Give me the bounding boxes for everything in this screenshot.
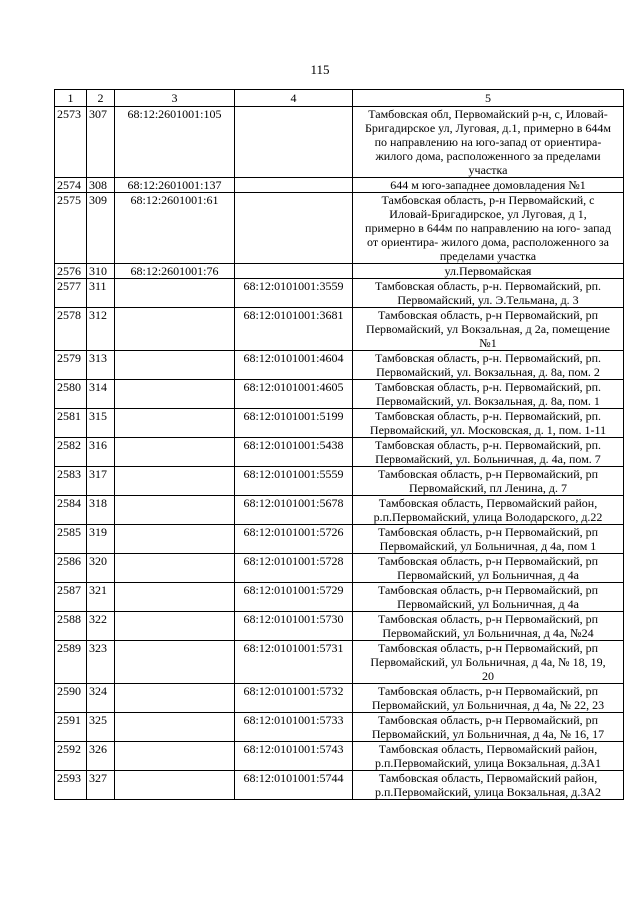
row-number-cell: 2585 (55, 525, 87, 554)
cadastral-number-2-cell: 68:12:0101001:4604 (235, 351, 353, 380)
table-row (55, 684, 624, 713)
row-number-cell: 2590 (55, 684, 87, 713)
cadastral-number-cell: 68:12:2601001:137 (115, 178, 235, 193)
table-row (55, 264, 624, 279)
table-row (55, 771, 624, 800)
cadastral-number-2-cell: 68:12:0101001:5731 (235, 641, 353, 684)
row-number-cell: 2591 (55, 713, 87, 742)
table-row (55, 438, 624, 467)
item-id-cell: 324 (87, 684, 115, 713)
item-id-cell: 311 (87, 279, 115, 308)
cadastral-number-cell (115, 641, 235, 684)
property-register-table (54, 89, 624, 800)
cadastral-number-cell: 68:12:2601001:61 (115, 193, 235, 264)
address-cell: Тамбовская область, р-н Первомайский, рп Первомайский, ул Больничная, д 4а, № 18, 19, 20 (353, 641, 624, 684)
cadastral-number-cell (115, 742, 235, 771)
cadastral-number-2-cell: 68:12:0101001:5744 (235, 771, 353, 800)
cadastral-number-2-cell (235, 264, 353, 279)
cadastral-number-cell (115, 525, 235, 554)
address-cell: ул.Первомайская (353, 264, 624, 279)
item-id-cell: 319 (87, 525, 115, 554)
row-number-cell: 2588 (55, 612, 87, 641)
table-row (55, 193, 624, 264)
item-id-cell: 313 (87, 351, 115, 380)
table-body (55, 107, 624, 800)
column-header: 4 (235, 90, 353, 107)
cadastral-number-2-cell: 68:12:0101001:5732 (235, 684, 353, 713)
row-number-cell: 2577 (55, 279, 87, 308)
address-cell: Тамбовская область, р-н Первомайский, рп Первомайский, ул Больничная, д 4а (353, 583, 624, 612)
item-id-cell: 315 (87, 409, 115, 438)
cadastral-number-cell (115, 351, 235, 380)
table-row (55, 612, 624, 641)
item-id-cell: 309 (87, 193, 115, 264)
cadastral-number-2-cell (235, 107, 353, 178)
row-number-cell: 2573 (55, 107, 87, 178)
table-row (55, 351, 624, 380)
cadastral-number-2-cell: 68:12:0101001:5726 (235, 525, 353, 554)
page-number: 115 (310, 62, 330, 77)
cadastral-number-2-cell (235, 178, 353, 193)
table-row (55, 409, 624, 438)
cadastral-number-cell (115, 438, 235, 467)
item-id-cell: 310 (87, 264, 115, 279)
item-id-cell: 325 (87, 713, 115, 742)
cadastral-number-cell (115, 554, 235, 583)
address-cell: Тамбовская область, р-н Первомайский, рп Первомайский, ул Больничная, д 4а, пом 1 (353, 525, 624, 554)
table-row (55, 554, 624, 583)
address-cell: Тамбовская область, р-н. Первомайский, рп. Первомайский, ул. Московская, д. 1, пом. 1-11 (353, 409, 624, 438)
table-row (55, 525, 624, 554)
address-cell: Тамбовская область, р-н. Первомайский, рп. Первомайский, ул. Больничная, д. 4а, пом. 7 (353, 438, 624, 467)
address-cell: Тамбовская область, р-н Первомайский, рп Первомайский, пл Ленина, д. 7 (353, 467, 624, 496)
cadastral-number-cell (115, 308, 235, 351)
row-number-cell: 2586 (55, 554, 87, 583)
cadastral-number-2-cell: 68:12:0101001:4605 (235, 380, 353, 409)
row-number-cell: 2579 (55, 351, 87, 380)
column-header: 5 (353, 90, 624, 107)
cadastral-number-2-cell: 68:12:0101001:5728 (235, 554, 353, 583)
row-number-cell: 2593 (55, 771, 87, 800)
column-header: 2 (87, 90, 115, 107)
address-cell: Тамбовская область, р-н. Первомайский, рп. Первомайский, ул. Вокзальная, д. 8а, пом. 1 (353, 380, 624, 409)
item-id-cell: 327 (87, 771, 115, 800)
cadastral-number-2-cell: 68:12:0101001:5438 (235, 438, 353, 467)
item-id-cell: 320 (87, 554, 115, 583)
table-header-row (55, 90, 624, 107)
row-number-cell: 2574 (55, 178, 87, 193)
cadastral-number-2-cell: 68:12:0101001:5199 (235, 409, 353, 438)
cadastral-number-cell (115, 612, 235, 641)
column-header: 3 (115, 90, 235, 107)
cadastral-number-cell (115, 771, 235, 800)
table-row (55, 713, 624, 742)
item-id-cell: 312 (87, 308, 115, 351)
cadastral-number-2-cell (235, 193, 353, 264)
address-cell: Тамбовская область, р-н Первомайский, рп Первомайский, ул Вокзальная, д 2а, помещение №1 (353, 308, 624, 351)
cadastral-number-cell (115, 684, 235, 713)
row-number-cell: 2581 (55, 409, 87, 438)
item-id-cell: 322 (87, 612, 115, 641)
item-id-cell: 317 (87, 467, 115, 496)
item-id-cell: 314 (87, 380, 115, 409)
address-cell: Тамбовская обл, Первомайский р-н, с, Иловай- Бригадирское ул, Луговая, д.1, примерно в 644м по направлению на юго-запад от ориентира- жилого дома, расположенного за пределами участка (353, 107, 624, 178)
cadastral-number-cell (115, 409, 235, 438)
table-row (55, 467, 624, 496)
cadastral-number-cell (115, 496, 235, 525)
row-number-cell: 2576 (55, 264, 87, 279)
cadastral-number-2-cell: 68:12:0101001:5730 (235, 612, 353, 641)
row-number-cell: 2582 (55, 438, 87, 467)
table-row (55, 742, 624, 771)
address-cell: Тамбовская область, р-н Первомайский, рп Первомайский, ул Больничная, д 4а (353, 554, 624, 583)
cadastral-number-cell (115, 713, 235, 742)
column-header: 1 (55, 90, 87, 107)
table-row (55, 107, 624, 178)
cadastral-number-cell: 68:12:2601001:105 (115, 107, 235, 178)
item-id-cell: 321 (87, 583, 115, 612)
row-number-cell: 2580 (55, 380, 87, 409)
item-id-cell: 323 (87, 641, 115, 684)
table-row (55, 308, 624, 351)
address-cell: Тамбовская область, р-н Первомайский, рп Первомайский, ул Больничная, д 4а, № 16, 17 (353, 713, 624, 742)
address-cell: Тамбовская область, р-н Первомайский, рп Первомайский, ул Больничная, д 4а, № 22, 23 (353, 684, 624, 713)
item-id-cell: 308 (87, 178, 115, 193)
row-number-cell: 2592 (55, 742, 87, 771)
address-cell: Тамбовская область, р-н. Первомайский, рп. Первомайский, ул. Вокзальная, д. 8а, пом. 2 (353, 351, 624, 380)
table-row (55, 641, 624, 684)
cadastral-number-2-cell: 68:12:0101001:5678 (235, 496, 353, 525)
cadastral-number-cell (115, 467, 235, 496)
cadastral-number-2-cell: 68:12:0101001:5733 (235, 713, 353, 742)
address-cell: Тамбовская область, р-н. Первомайский, рп. Первомайский, ул. Э.Тельмана, д. 3 (353, 279, 624, 308)
cadastral-number-2-cell: 68:12:0101001:5559 (235, 467, 353, 496)
address-cell: Тамбовская область, р-н Первомайский, с Иловай-Бригадирское, ул Луговая, д 1, примерно в 644м по направлению на юго- запад от ориентира- жилого дома, расположенного за пределами участка (353, 193, 624, 264)
address-cell: Тамбовская область, Первомайский район, р.п.Первомайский, улица Вокзальная, д.3А2 (353, 771, 624, 800)
item-id-cell: 307 (87, 107, 115, 178)
table-row (55, 583, 624, 612)
address-cell: Тамбовская область, Первомайский район, р.п.Первомайский, улица Вокзальная, д.3А1 (353, 742, 624, 771)
cadastral-number-2-cell: 68:12:0101001:5743 (235, 742, 353, 771)
item-id-cell: 326 (87, 742, 115, 771)
table-row (55, 178, 624, 193)
table-row (55, 380, 624, 409)
table-row (55, 496, 624, 525)
row-number-cell: 2583 (55, 467, 87, 496)
address-cell: 644 м юго-западнее домовладения №1 (353, 178, 624, 193)
row-number-cell: 2578 (55, 308, 87, 351)
row-number-cell: 2589 (55, 641, 87, 684)
cadastral-number-cell: 68:12:2601001:76 (115, 264, 235, 279)
row-number-cell: 2584 (55, 496, 87, 525)
cadastral-number-2-cell: 68:12:0101001:5729 (235, 583, 353, 612)
row-number-cell: 2575 (55, 193, 87, 264)
item-id-cell: 316 (87, 438, 115, 467)
row-number-cell: 2587 (55, 583, 87, 612)
cadastral-number-2-cell: 68:12:0101001:3681 (235, 308, 353, 351)
cadastral-number-cell (115, 380, 235, 409)
cadastral-number-cell (115, 279, 235, 308)
table-row (55, 279, 624, 308)
address-cell: Тамбовская область, Первомайский район, р.п.Первомайский, улица Володарского, д.22 (353, 496, 624, 525)
cadastral-number-cell (115, 583, 235, 612)
address-cell: Тамбовская область, р-н Первомайский, рп Первомайский, ул Больничная, д 4а, №24 (353, 612, 624, 641)
item-id-cell: 318 (87, 496, 115, 525)
cadastral-number-2-cell: 68:12:0101001:3559 (235, 279, 353, 308)
